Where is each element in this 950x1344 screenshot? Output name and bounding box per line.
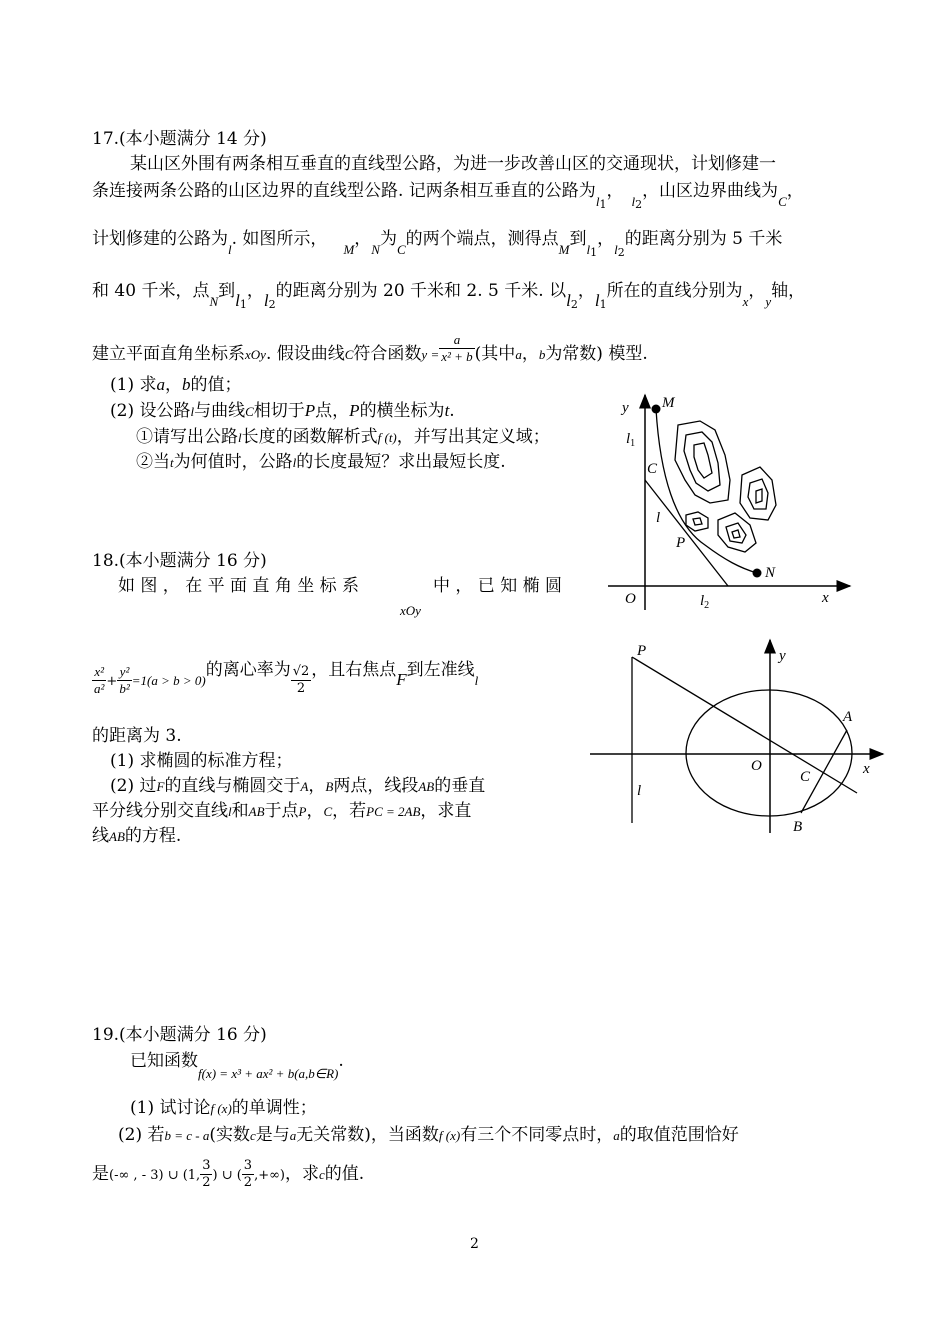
point-m <box>652 405 661 414</box>
fig1-label-l2: $l_2$ <box>700 593 710 611</box>
fig2-label-l: l <box>637 783 642 799</box>
fig1-label-y: y <box>622 400 629 416</box>
q19-part2-line2: 是(-∞ , - 3) ∪ (1, $\frac{3}{2}$ ) ∪ ( $\frac{3}{2}$ ,+∞)，求c的值. <box>92 1158 365 1190</box>
page-number: 2 <box>470 1236 479 1252</box>
q18-text-line2: $\frac{\text{x²}}{\text{a²}}$ + $\frac{\text{y²}}{\text{b²}}$ =1(a > b > 0)的离心率为 $\frac{√2}{2}$ ，且右焦点F到左准线l <box>94 660 479 696</box>
q17-text-line1: 某山区外围有两条相互垂直的直线型公路，为进一步改善山区的交通现状，计划修建一 <box>130 154 776 174</box>
q18-xoy: xOy <box>400 603 421 618</box>
q19-header: 19.(本小题满分 16 分) <box>92 1025 267 1045</box>
q18-part2: (2) 过F的直线与椭圆交于A，B两点，线段AB的垂直 <box>110 776 486 796</box>
q17-text-line3: 计划修建的公路为$_l$. 如图所示，$_M$，$_N$为$_C$的两个端点，测得点$_M$到$_{l1}$，$_{l2}$的距离分别为 5 千米 <box>92 229 783 259</box>
fig1-label-x: x <box>822 590 829 606</box>
point-n <box>753 569 762 578</box>
fig1-label-c: C <box>647 461 658 477</box>
fig2-label-o: O <box>751 758 762 774</box>
q18-text-line3: 的距离为 3. <box>92 726 182 746</box>
fig2-label-c: C <box>800 769 811 785</box>
fig2-label-a: A <box>843 709 853 725</box>
fig1-label-l: l <box>656 510 661 526</box>
ellipse-figure <box>585 635 895 835</box>
fig1-label-p: P <box>676 535 686 551</box>
q18-part2-line3: 线AB的方程. <box>92 826 182 846</box>
q19-part2: (2) 若b = c - a(实数c是与a无关常数)，当函数f (x)有三个不同零点时，a的取值范围恰好 <box>118 1125 739 1145</box>
q19-text-line1: 已知函数$_{f(x) = x^3 + ax^2 + b(a,b\in R)}$. <box>130 1051 344 1081</box>
fig2-label-y: y <box>779 648 786 664</box>
fig2-label-b: B <box>793 819 803 835</box>
q18-text-line1a: 如 图 ， 在 平 面 直 角 坐 标 系 <box>118 576 360 596</box>
q17-subpart2: ②当t为何值时，公路l的长度最短？求出最短长度. <box>136 452 506 472</box>
q19-part1: (1) 试讨论f (x)的单调性； <box>130 1098 317 1118</box>
fig1-label-o: O <box>625 591 636 607</box>
q17-text-line4: 和 40 千米，点$_N$到$l_1$，$l_2$的距离分别为 20 千米和 2. 5 千米. 以$l_2$，$l_1$所在的直线分别为$_x$，$_y$轴， <box>92 281 806 311</box>
road-line-l <box>645 480 728 586</box>
mountain-road-figure <box>600 385 870 620</box>
q17-text-line5: 建立平面直角坐标系xOy. 假设曲线C符合函数y = $\frac{a}{\text{x² + b}}$ (其中a，b为常数) 模型. <box>92 332 648 364</box>
q18-part1: (1) 求椭圆的标准方程； <box>110 751 293 771</box>
fig1-label-n: N <box>765 565 776 581</box>
q18-part2-line2: 平分线分别交直线l和AB于点P，C，若PC = 2AB，求直 <box>92 801 472 821</box>
curve-c <box>656 409 757 573</box>
fig2-label-x: x <box>863 761 870 777</box>
fig1-label-l1: $l_1$ <box>626 431 636 449</box>
fig2-label-p: P <box>637 643 647 659</box>
ellipse <box>686 690 852 816</box>
q18-text-line1b: 中 ， 已 知 椭 圆 <box>433 576 563 596</box>
fig1-label-m: M <box>662 395 675 411</box>
q17-header: 17.(本小题满分 14 分) <box>92 129 267 149</box>
q17-part1: (1) 求a，b的值； <box>110 375 242 395</box>
q17-text-line2: 条连接两条公路的山区边界的直线型公路. 记两条相互垂直的公路为$_{l1}$，$_{l2}$，山区边界曲线为$_C$， <box>92 181 804 211</box>
q17-subpart1: ①请写出公路l长度的函数解析式f (t)，并写出其定义域； <box>136 427 550 447</box>
q18-header: 18.(本小题满分 16 分) <box>92 551 267 571</box>
q17-part2: (2) 设公路l与曲线C相切于P点，P的横坐标为t. <box>110 401 455 421</box>
